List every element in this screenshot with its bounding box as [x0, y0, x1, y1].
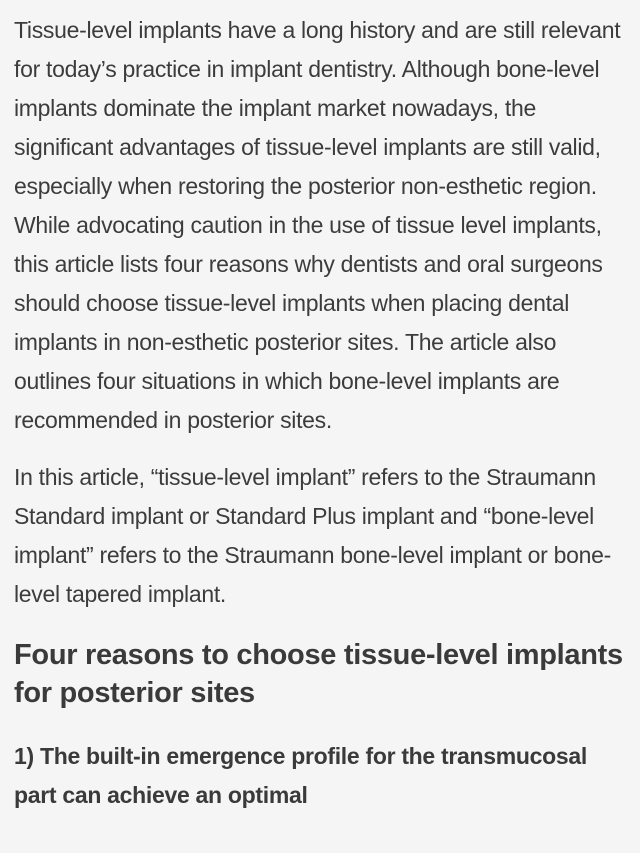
reason-1-subheading: 1) The built-in emergence profile for the transmucosal part can achieve an optimal [14, 743, 587, 808]
intro-paragraph: Tissue-level implants have a long history and are still relevant for today’s practice in implant dentistry. Although bone-level implants dominate the implant market nowadays, the significant advantages of tissue-level implants are still valid, especially when restoring the posterior non-esthetic region. While advocating caution in the use of tissue level implants, this article lists four reasons why dentists and oral surgeons should choose tissue-level implants when placing dental implants in non-esthetic posterior sites. The article also outlines four situations in which bone-level implants are recommended in posterior sites. [14, 17, 621, 433]
definition-paragraph: In this article, “tissue-level implant” refers to the Straumann Standard implant or Standard Plus implant and “bone-level implant” refers to the Straumann bone-level implant or bone-level tapered implant. [14, 464, 611, 607]
section-heading: Four reasons to choose tissue-level implants for posterior sites [14, 639, 623, 709]
